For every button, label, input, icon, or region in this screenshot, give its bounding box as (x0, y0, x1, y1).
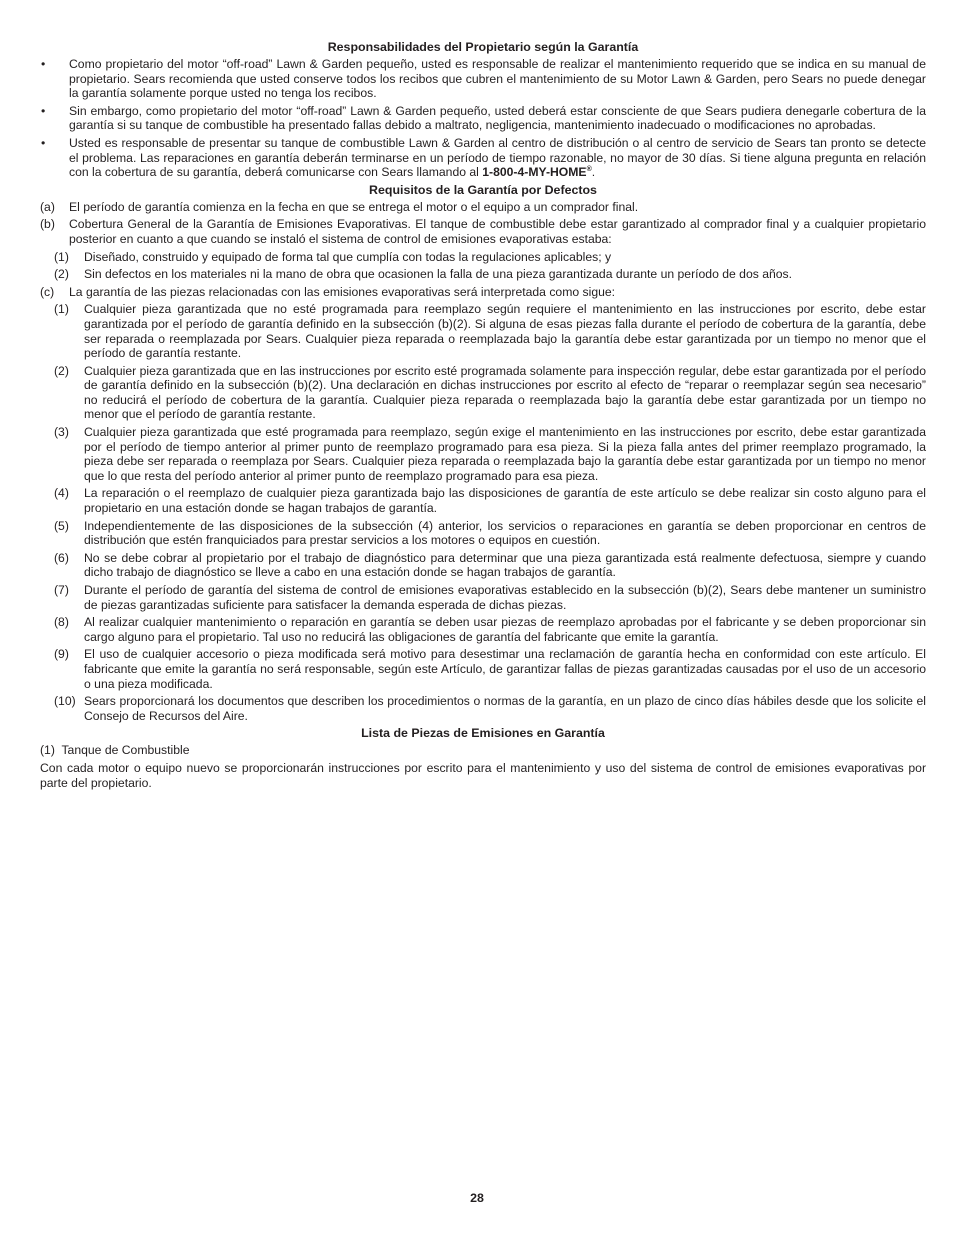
heading-owner-responsibilities: Responsabilidades del Propietario según la Garantía (327, 40, 639, 54)
list-item (40, 615, 926, 644)
heading-defect-warranty-requirements: Requisitos de la Garantía por Defectos (369, 182, 597, 197)
paragraph-text: Durante el período de garantía del sistema de control de emisiones evaporativas establecido en la subsección (b)(2), Sears debe mantener un suministro de piezas garantizadas suficiente para satisfacer la demanda esperada de dichas piezas. (84, 583, 926, 612)
item-marker: (6) (54, 550, 69, 565)
paragraph-text: El uso de cualquier accesorio o pieza modificada será motivo para desestimar una reclamación de garantía hecha en conformidad con este artículo. El fabricante que emite la garantía no será responsable, según este Artículo, de garantizar fallas de piezas garantizadas causadas por el uso de un accesorio o una pieza modificada. (84, 647, 926, 691)
registered-mark: ® (586, 166, 592, 174)
list-item (40, 57, 926, 101)
list-item (40, 551, 926, 580)
item-marker: (10) (54, 694, 76, 709)
paragraph-text: Sears proporcionará los documentos que describen los procedimientos o normas de la garantía, en un plazo de cinco días hábiles desde que los solicite el Consejo de Recursos del Aire. (84, 694, 926, 723)
list-item (40, 285, 926, 300)
paragraph-text: Cualquier pieza garantizada que en las instrucciones por escrito esté programada solamente para inspección regular, debe estar garantizada por el período de garantía definido en la subsección (b)(2). Una declaración en dichas instrucciones por escrito al efecto de “reparar o reemplazar según sea necesario” no reducirá el período de cobertura de la garantía. Cualquier pieza reparada o reemplazada bajo la garantía debe estar garantizada por un tiempo no menor que el período de garantía restante. (84, 363, 926, 422)
paragraph-text: Cualquier pieza garantizada que esté programada para reemplazo, según exige el mantenimiento en las instrucciones por escrito, debe estar garantizada por el período de tiempo anterior al primer punto de reemplazo programado para esa pieza. Si la pieza falla antes del primer reemplazo programado, la pieza debe ser reparada o reemplaza por Sears. Cualquier pieza reparada o reemplazada bajo la garantía debe estar garantizada por un tiempo no menor que lo que resta del período anterior al primer punto de reemplazo programado para esa pieza. (84, 425, 926, 483)
paragraph-text: No se debe cobrar al propietario por el trabajo de diagnóstico para determinar que una pieza garantizada está realmente defectuosa, siempre y cuando dicho trabajo de diagnóstico se lleve a cabo en una estación donde se hagan trabajos de garantía. (84, 550, 926, 580)
item-marker: (4) (54, 486, 69, 501)
paragraph-text: La garantía de las piezas relacionadas con las emisiones evaporativas será interpretada como sigue: (69, 284, 616, 299)
item-marker: (8) (54, 615, 69, 630)
list-item (40, 647, 926, 691)
bullet-marker: • (41, 103, 46, 118)
page-number: 28 (470, 1191, 484, 1205)
phone-number: 1-800-4-MY-HOME (482, 165, 587, 180)
paragraph-text: Como propietario del motor “off-road” Lawn & Garden pequeño, usted es responsable de realizar el mantenimiento requerido que se indica en su manual de propietario. Sears recomienda que usted conserve todos los recibos que cubren el mantenimiento de su Motor Lawn & Garden, pero Sears no puede denegar la garantía solamente porque usted no tenga los recibos. (69, 57, 926, 101)
paragraph-text: La reparación o el reemplazo de cualquier pieza garantizada bajo las disposiciones de garantía de este artículo se debe realizar sin costo alguno para el propietario en una estación donde se hagan trabajos de garantía. (84, 486, 926, 516)
list-item (40, 136, 926, 180)
list-item (40, 267, 926, 282)
item-marker: (c) (40, 284, 55, 299)
list-item (40, 694, 926, 723)
item-marker: (9) (54, 647, 69, 662)
list-item (40, 217, 926, 246)
item-marker: (7) (54, 583, 69, 597)
parts-list-item: (1) Tanque de Combustible (40, 743, 190, 758)
paragraph-text: Diseñado, construido y equipado de forma tal que cumplía con todas la regulaciones aplicables; y (84, 249, 612, 264)
item-marker: (5) (54, 518, 69, 533)
paragraph-text: Independientemente de las disposiciones de la subsección (4) anterior, los servicios o reparaciones en garantía se deben proporcionar en centros de distribución que estén franquiciados para prestar servicios a los motores o equipos en cuestión. (84, 518, 926, 548)
list-item (40, 425, 926, 483)
paragraph-text: Con cada motor o equipo nuevo se proporcionarán instrucciones por escrito para el mantenimiento y uso del sistema de control de emisiones evaporativas por parte del propietario. (40, 760, 926, 790)
list-item (40, 200, 926, 215)
list-item (40, 583, 926, 612)
paragraph-text: El período de garantía comienza en la fecha en que se entrega el motor o el equipo a un comprador final. (69, 199, 639, 214)
item-marker: (1) (54, 302, 69, 317)
list-item (40, 519, 926, 548)
list-item (40, 250, 926, 265)
list-item (40, 364, 926, 422)
paragraph-text: Usted es responsable de presentar su tanque de combustible Lawn & Garden al centro de distribución o al centro de servicio de Sears tan pronto se detecte el problema. Las reparaciones en garantía deberán terminarse en un período de tiempo razonable, no mayor de 30 días. Si tiene alguna pregunta en relación con la cobertura de su garantía, deberá comunicarse con Sears llamando al (69, 135, 926, 180)
item-marker: (a) (40, 199, 55, 214)
bullet-marker: • (41, 135, 46, 150)
item-marker: (3) (54, 425, 69, 440)
sentence-end: . (591, 165, 596, 180)
list-item (40, 302, 926, 360)
list-item (40, 104, 926, 133)
paragraph-text: Al realizar cualquier mantenimiento o reparación en garantía se deben usar piezas de reemplazo aprobadas por el fabricante y se deben proporcionar sin cargo alguno para el propietario. Tal uso no reducirá las obligaciones de garantía del fabricante que emite la garantía. (84, 615, 926, 644)
item-marker: (b) (40, 217, 55, 232)
bullet-marker: • (41, 57, 46, 71)
paragraph-text: Cualquier pieza garantizada que no esté programada para reemplazo según requiere el mantenimiento en las instrucciones por escrito, debe estar garantizada por el período de garantía definido en la subsección (b)(2). Si alguna de esas piezas falla durante el período de cobertura de la garantía, debe ser reparada o reemplazada por Sears. Cualquier pieza reparada o reemplazada bajo la garantía debe estar garantizada por un tiempo no menor que el período de garantía restante. (84, 302, 926, 361)
document-page (40, 40, 926, 793)
paragraph-text: Sin defectos en los materiales ni la mano de obra que ocasionen la falla de una pieza garantizada durante un período de dos años. (84, 267, 793, 282)
paragraph-text: Sin embargo, como propietario del motor “off-road” Lawn & Garden pequeño, usted deberá estar consciente de que Sears pudiera denegarle cobertura de la garantía si su tanque de combustible ha presentado fallas debido a maltrato, negligencia, mantenimiento inadecuado o modificaciones no aprobadas. (69, 103, 926, 133)
paragraph-text: Cobertura General de la Garantía de Emisiones Evaporativas. El tanque de combustible debe estar garantizado al comprador final y a cualquier propietario posterior en cuanto a que cuando se instaló el sistema de control de emisiones evaporativas estaba: (69, 217, 926, 246)
item-marker: (2) (54, 363, 69, 378)
item-marker: (1) (54, 249, 69, 264)
item-marker: (2) (54, 267, 69, 282)
heading-warranted-emission-parts: Lista de Piezas de Emisiones en Garantía (361, 726, 605, 741)
list-item (40, 486, 926, 515)
